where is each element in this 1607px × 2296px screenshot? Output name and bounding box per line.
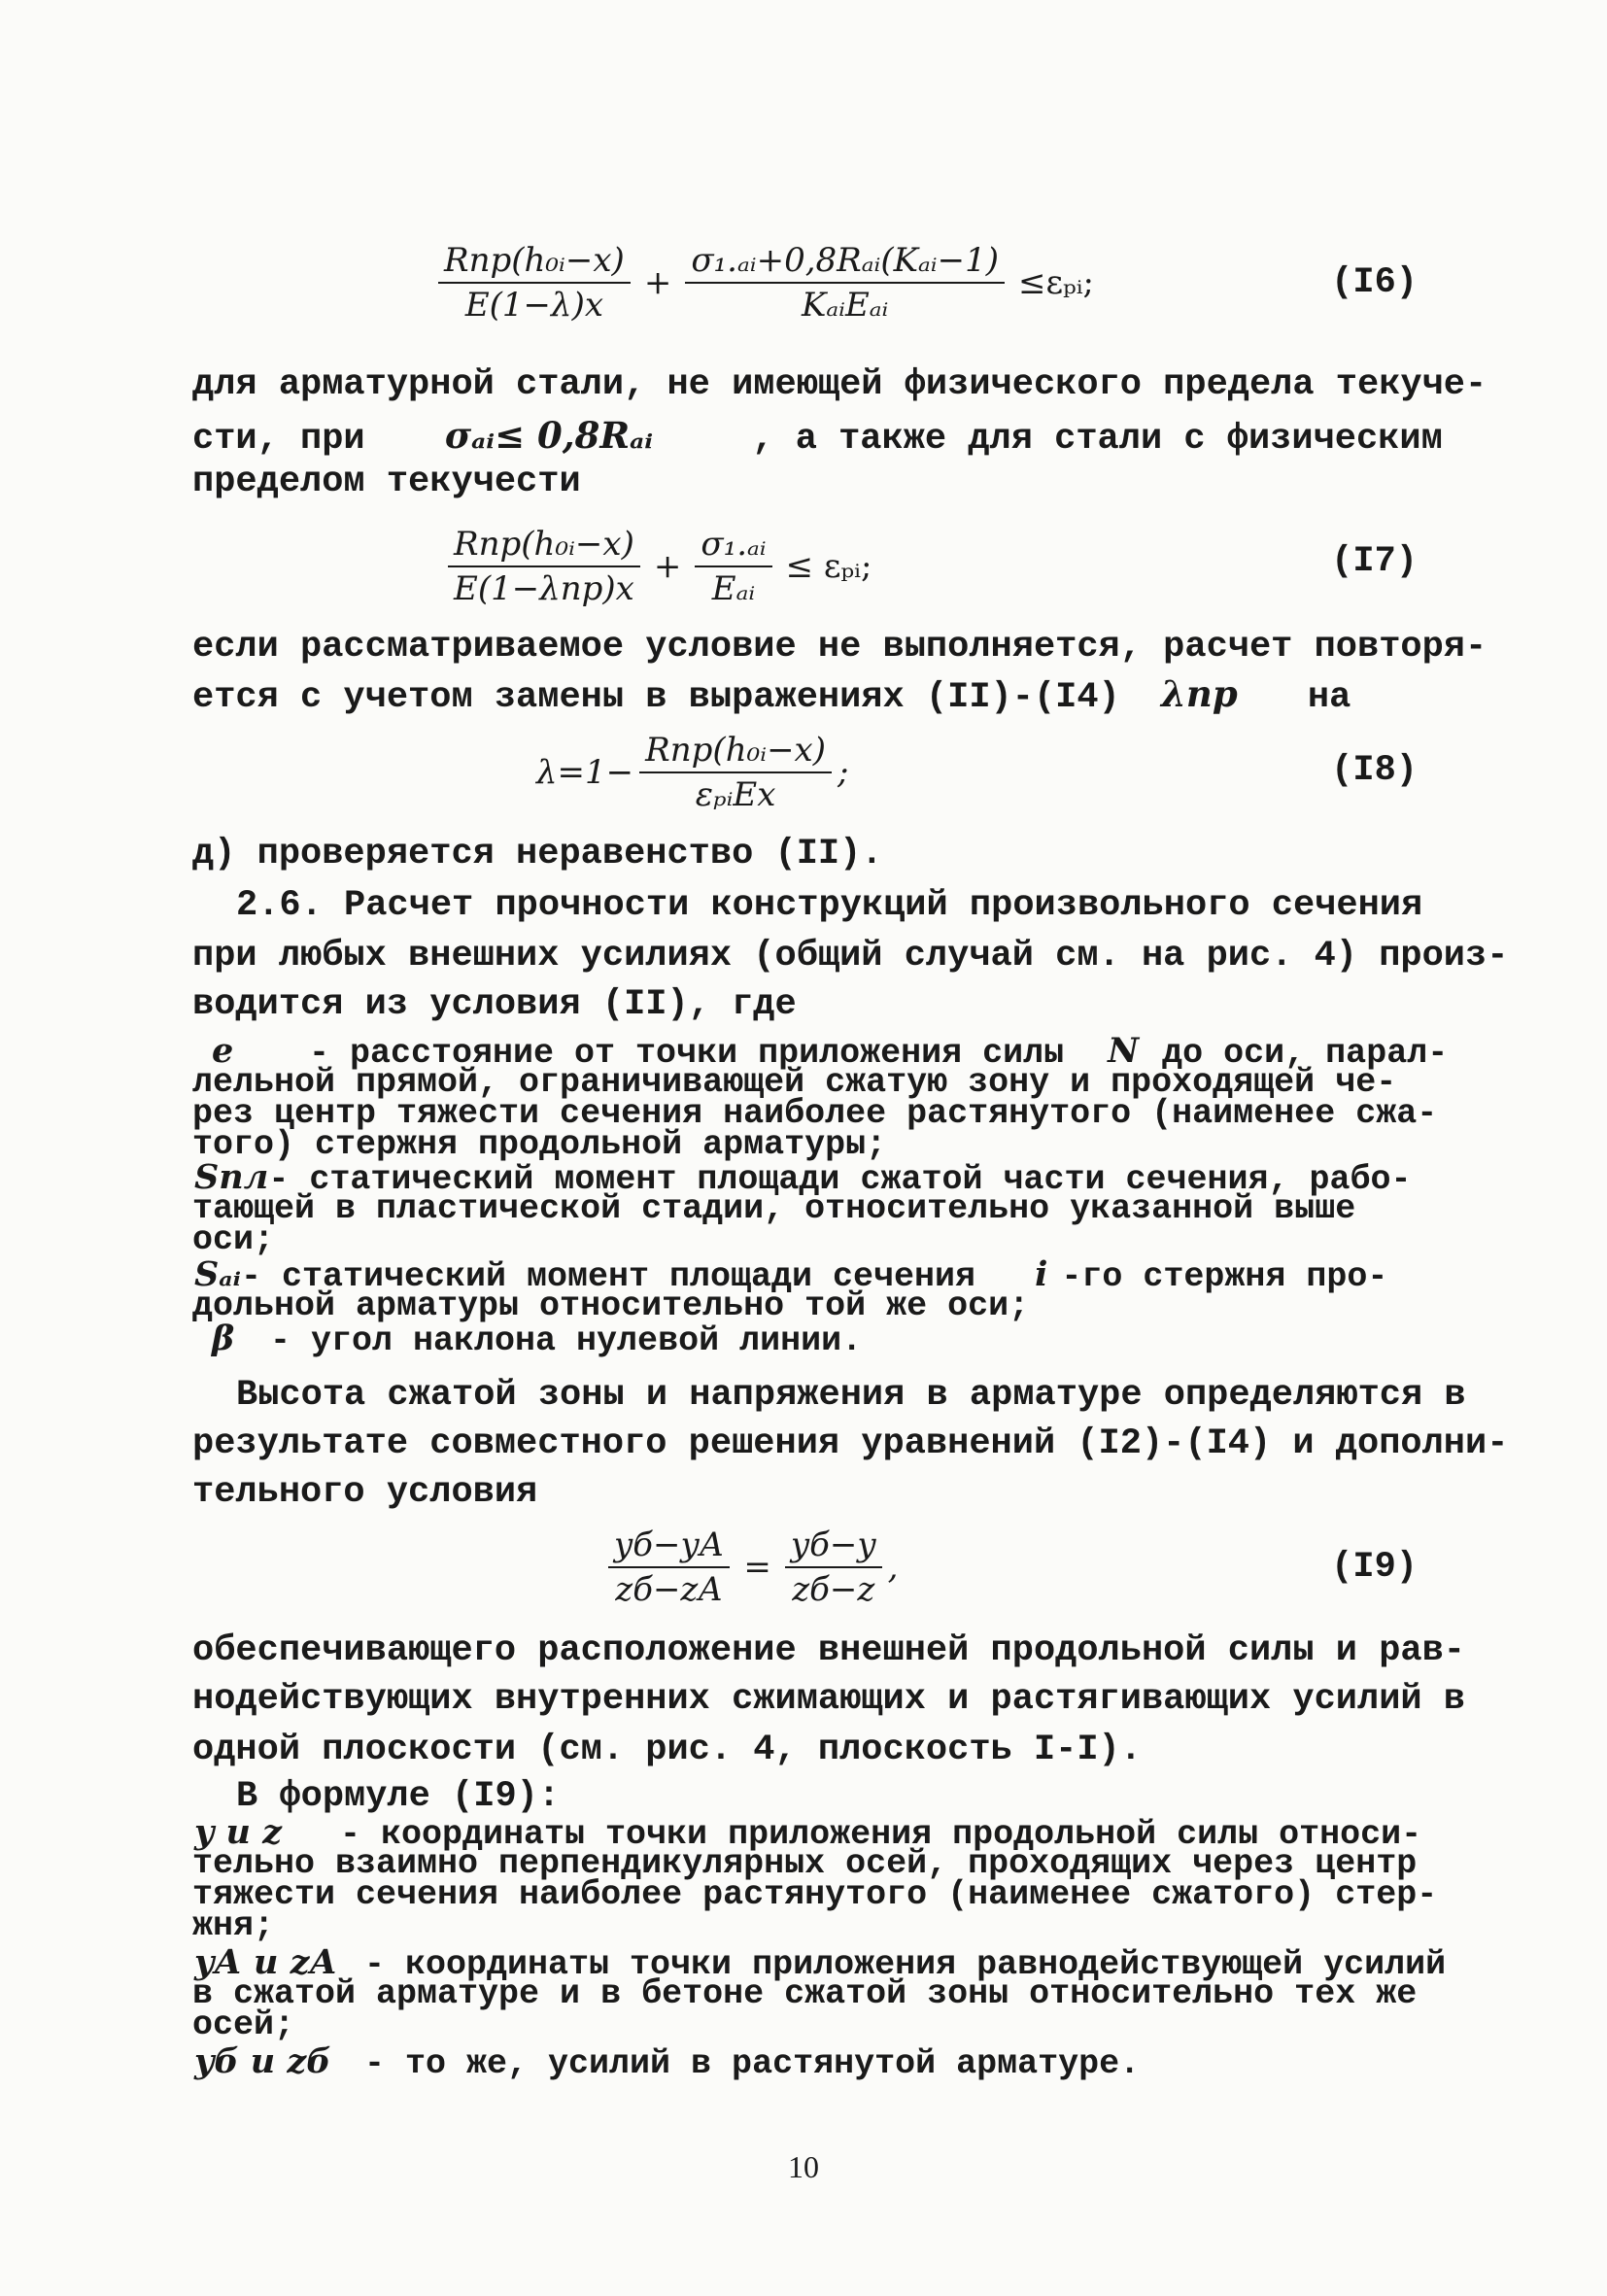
- symbol-e: e: [212, 1031, 234, 1071]
- text-span: - координаты точки приложения равнодействующей усилий: [364, 1945, 1447, 1984]
- inline-formula: σₐᵢ≤ 0,8Rₐᵢ: [444, 414, 654, 457]
- eq19-tail: ,: [887, 1548, 899, 1587]
- paragraph-line: тельного условия: [192, 1472, 538, 1513]
- text-span: , а также для стали с физическим: [752, 419, 1443, 460]
- symbol-s-ai: Sₐᵢ: [194, 1254, 241, 1294]
- definition-line: оси;: [192, 1220, 275, 1259]
- eq18-tail: ;: [838, 753, 849, 792]
- text-span: до оси, парал-: [1162, 1034, 1449, 1073]
- symbol-yb-zb: yб и zб: [194, 2041, 331, 2081]
- section-heading-line: 2.6. Расчет прочности конструкций произвольного сечения: [236, 885, 1423, 926]
- eq19-equals: =: [743, 1548, 771, 1587]
- eq16-number: (I6): [1331, 262, 1418, 303]
- list-item-d: д) проверяется неравенство (II).: [192, 834, 883, 874]
- eq18-denominator: εₚᵢEx: [695, 775, 776, 814]
- definition-line: тающей в пластической стадии, относительно указанной выше: [192, 1189, 1356, 1228]
- definition-line: дольной арматуры относительно той же оси;: [192, 1286, 1030, 1325]
- eq16-fraction-2: [685, 241, 1005, 325]
- paragraph-line: [192, 670, 1351, 722]
- eq16-rhs: ≤εₚᵢ;: [1018, 263, 1095, 302]
- paragraph-line: при любых внешних усилиях (общий случай см. на рис. 4) произ-: [192, 936, 1509, 977]
- symbol-ya-za: yА и zА: [194, 1942, 338, 1982]
- symbol-s-pl: Sпл: [194, 1157, 269, 1197]
- definition-line: тельно взаимно перпендикулярных осей, проходящих через центр: [192, 1844, 1418, 1883]
- definition-line: жня;: [192, 1906, 275, 1945]
- text-span: ется с учетом замены в выражениях (II)-(I4): [192, 677, 1120, 718]
- text-span: сти, при: [192, 419, 365, 460]
- text-span: -го стержня про-: [1061, 1257, 1388, 1296]
- eq19-f1-numerator: yб−yА: [608, 1525, 730, 1568]
- eq19-fraction-1: [608, 1525, 730, 1609]
- definition-line: в сжатой арматуре и в бетоне сжатой зоны относительно тех же: [192, 1974, 1418, 2013]
- eq17-f2-numerator: σ₁.ₐᵢ: [695, 525, 771, 567]
- eq17-f1-numerator: Rпр(h₀ᵢ−x): [448, 525, 640, 567]
- eq19-number: (I9): [1331, 1547, 1418, 1588]
- eq18-fraction: [639, 731, 832, 814]
- text-span: - координаты точки приложения продольной силы относи-: [340, 1815, 1422, 1854]
- paragraph-line: [192, 412, 1443, 463]
- paragraph-line: В формуле (I9):: [236, 1776, 561, 1817]
- eq16-f2-numerator: σ₁.ₐᵢ+0,8Rₐᵢ(Kₐᵢ−1): [685, 241, 1005, 284]
- eq16-f2-denominator: KₐᵢEₐᵢ: [801, 286, 889, 325]
- eq17-fraction-2: [695, 525, 771, 608]
- text-span: - статический момент площади сечения: [240, 1257, 976, 1296]
- eq19-fraction-2: [785, 1525, 882, 1609]
- text-span: - статический момент площади сжатой части сечения, рабо-: [268, 1160, 1412, 1199]
- page-number: 10: [788, 2149, 819, 2184]
- definition-line: рез центр тяжести сечения наиболее растянутого (наименее сжа-: [192, 1094, 1438, 1133]
- eq17-plus: +: [653, 547, 682, 586]
- paragraph-line: результате совместного решения уравнений (I2)-(I4) и дополни-: [192, 1423, 1509, 1464]
- paragraph-line: Высота сжатой зоны и напряжения в арматуре определяются в: [236, 1375, 1466, 1416]
- paragraph-line: нодействующих внутренних сжимающих и растягивающих усилий в: [192, 1679, 1466, 1720]
- equation-16: [432, 241, 1102, 325]
- definition-line: лельной прямой, ограничивающей сжатую зону и проходящей че-: [192, 1063, 1397, 1102]
- paragraph-line: одной плоскости (см. рис. 4, плоскость I-I).: [192, 1730, 1142, 1770]
- definition-line: осей;: [192, 2005, 295, 2044]
- symbol-beta: β: [212, 1319, 235, 1358]
- paragraph-line: обеспечивающего расположение внешней продольной силы и рав-: [192, 1630, 1466, 1671]
- symbol-i: i: [1035, 1254, 1048, 1294]
- eq16-f1-numerator: Rпр(h₀ᵢ−x): [438, 241, 631, 284]
- eq19-f2-numerator: yб−y: [785, 1525, 882, 1568]
- paragraph-line: пределом текучести: [192, 462, 581, 502]
- paragraph-line: для арматурной стали, не имеющей физического предела текуче-: [192, 364, 1487, 405]
- paragraph-line: водится из условия (II), где: [192, 984, 797, 1025]
- definition-line: тяжести сечения наиболее растянутого (наименее сжатого) стер-: [192, 1875, 1438, 1914]
- equation-18: [536, 731, 848, 814]
- eq16-fraction-1: [438, 241, 631, 325]
- eq17-number: (I7): [1331, 541, 1418, 582]
- eq16-f1-denominator: E(1−λ)x: [464, 286, 604, 325]
- equation-19: [602, 1525, 898, 1609]
- inline-formula: λпр: [1160, 672, 1238, 715]
- equation-17: [442, 525, 879, 608]
- definition-line: того) стержня продольной арматуры;: [192, 1125, 887, 1164]
- eq18-lhs: λ=1−: [536, 753, 634, 792]
- eq18-numerator: Rпр(h₀ᵢ−x): [639, 731, 832, 773]
- eq17-f1-denominator: E(1−λпр)x: [454, 569, 634, 608]
- definition-line: [194, 2041, 1141, 2083]
- paragraph-line: если рассматриваемое условие не выполняется, расчет повторя-: [192, 627, 1487, 668]
- text-span: - угол наклона нулевой линии.: [270, 1321, 863, 1360]
- text-span: на: [1307, 677, 1351, 718]
- eq17-f2-denominator: Eₐᵢ: [711, 569, 756, 608]
- eq17-rhs: ≤ εₚᵢ;: [785, 547, 872, 586]
- symbol-y-z: y и z: [194, 1812, 283, 1852]
- eq16-plus: +: [643, 263, 672, 302]
- eq19-f2-denominator: zб−z: [792, 1570, 875, 1609]
- eq19-f1-denominator: zб−zА: [615, 1570, 724, 1609]
- text-span: - то же, усилий в растянутой арматуре.: [364, 2044, 1141, 2083]
- definition-line: [212, 1319, 863, 1360]
- symbol-N: N: [1108, 1031, 1140, 1071]
- text-span: - расстояние от точки приложения силы: [309, 1034, 1065, 1073]
- eq18-number: (I8): [1331, 750, 1418, 791]
- eq17-fraction-1: [448, 525, 640, 608]
